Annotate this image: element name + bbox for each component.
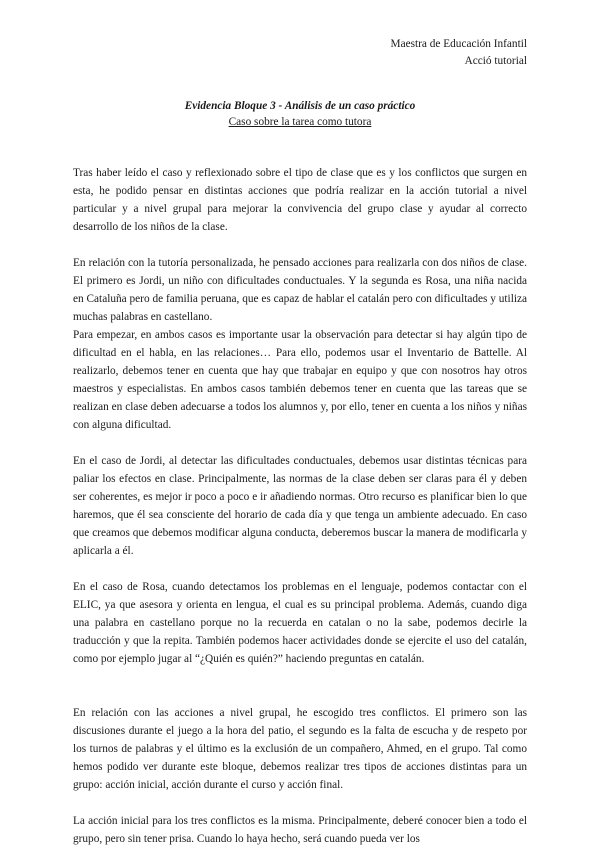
document-title: Evidencia Bloque 3 - Análisis de un caso práctico	[184, 100, 416, 112]
paragraph-rosa: En el caso de Rosa, cuando detectamos los problemas en el lenguaje, podemos contactar con el ELIC, ya que asesora y orienta en lengua, el cual es su principal problema. Además, cuando diga una palabra en castellano porque no la recuerda en catalan o no la sabe, podemos decirle la traducción y que la repita. También podemos hacer actividades donde se ejercite el uso del catalán, como por ejemplo jugar al “¿Quién es quién?” haciendo preguntas en catalán.	[73, 581, 527, 665]
header-subject: Acció tutorial	[464, 55, 527, 67]
paragraph-group-actions: En relación con las acciones a nivel grupal, he escogido tres conflictos. El primero son las discusiones durante el juego a la hora del patio, el segundo es la falta de escucha y de respeto por los turnos de palabras y el último es la exclusión de un compañero, Ahmed, en el grupo. Tal como hemos podido ver durante este bloque, debemos realizar tres tipos de acciones distintas para un grupo: acción inicial, acción durante el curso y acción final.	[73, 707, 527, 791]
paragraph-intro: Tras haber leído el caso y reflexionado sobre el tipo de clase que es y los conflictos que surgen en esta, he podido pensar en distintas acciones que podría realizar en la acción tutorial a nivel particular y a nivel grupal para mejorar la convivencia del grupo clase y ayudar al correcto desarrollo de los niños de la clase.	[73, 167, 527, 233]
paragraph-observation: Para empezar, en ambos casos es importante usar la observación para detectar si hay algún tipo de dificultad en el habla, en las relaciones… Para ello, podemos usar el Inventario de Battelle. Al realizarlo, debemos tener en cuenta que hay que trabajar en equipo y que con nosotros hay otros maestros y especialistas. En ambos casos también debemos tener en cuenta que las tareas que se realizan en clase deben adecuarse a todos los alumnos y, por ello, tener en cuenta a los niños y niñas con alguna dificultad.	[73, 329, 527, 431]
paragraph-jordi: En el caso de Jordi, al detectar las dificultades conductuales, debemos usar distintas técnicas para paliar los efectos en clase. Principalmente, las normas de la clase deben ser claras para él y deben ser coherentes, es mejor ir poco a poco e ir añadiendo normas. Otro recurso es planificar bien lo que haremos, que él sea consciente del horario de cada día y que tenga un ambiente adecuado. En caso que creamos que debemos modificar alguna conducta, deberemos buscar la manera de modificarla y aplicarla a él.	[73, 455, 527, 557]
paragraph-individual-tutoring: En relación con la tutoría personalizada, he pensado acciones para realizarla con dos niños de clase. El primero es Jordi, un niño con dificultades conductuales. Y la segunda es Rosa, una niña nacida en Cataluña pero de familia peruana, que es capaz de hablar el catalán pero con dificultades y utiliza muchas palabras en castellano.	[73, 257, 527, 323]
document-body	[73, 164, 527, 848]
paragraph-initial-action: La acción inicial para los tres conflictos es la misma. Principalmente, deberé conocer bien a todo el grupo, pero sin tener prisa. Cuando lo haya hecho, será cuando pueda ver los	[73, 815, 527, 845]
header-course: Maestra de Educación Infantil	[390, 38, 527, 50]
title-block	[73, 98, 527, 130]
document-subtitle: Caso sobre la tarea como tutora	[228, 116, 372, 128]
page-header	[391, 36, 527, 70]
